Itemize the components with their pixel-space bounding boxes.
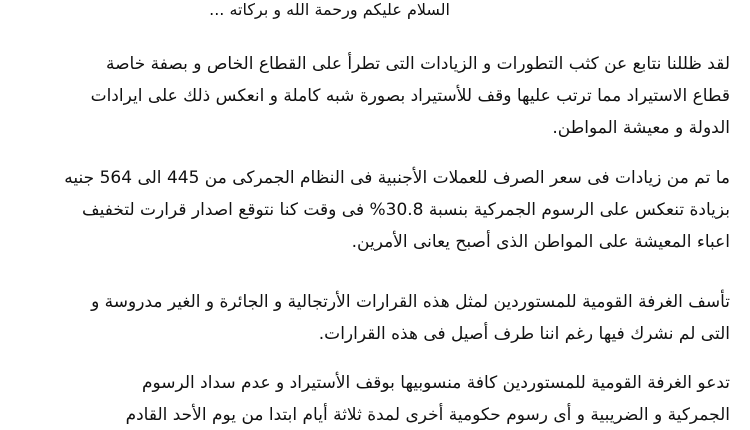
paragraph-2-line-2: بزيادة تنعكس على الرسوم الجمركية بنسبة 30.8% فى وقت كنا نتوقع اصدار قرارت لتخفيف	[82, 200, 730, 220]
paragraph-4-line-1: تدعو الغرفة القومية للمستوردين كافة منسوبيها بوقف الأستيراد و عدم سداد الرسوم	[141, 373, 730, 393]
paragraph-3-line-2: التى لم نشرك فيها رغم اننا طرف أصيل فى هذه القرارات.	[318, 324, 730, 344]
paragraph-1-line-3: الدولة و معيشة المواطن.	[552, 118, 730, 138]
paragraph-1-line-1: لقد ظللنا نتابع عن كثب التطورات و الزيادات التى تطرأ على القطاع الخاص و بصفة خاصة	[105, 54, 730, 74]
paragraph-3	[20, 286, 730, 350]
paragraph-3-line-1: تأسف الغرفة القومية للمستوردين لمثل هذه القرارات الأرتجالية و الجائرة و الغير مدروسة و	[91, 292, 730, 312]
paragraph-2-line-3: اعباء المعيشة على المواطن الذى أصبح يعانى الأمرين.	[351, 232, 730, 252]
greeting-text: السلام عليكم ورحمة الله و بركاته ...	[209, 0, 450, 19]
paragraph-1	[20, 48, 730, 144]
paragraph-4-line-2: الجمركية و الضريبية و أى رسوم حكومية أخرى لمدة ثلاثة أيام ابتدا من يوم الأحد القادم	[125, 405, 730, 425]
paragraph-1-line-2: قطاع الاستيراد مما ترتب عليها وقف للأستيراد بصورة شبه كاملة و انعكس ذلك على ايرادات	[90, 86, 730, 106]
paragraph-4	[20, 367, 730, 430]
paragraph-2-line-1: ما تم من زيادات فى سعر الصرف للعملات الأجنبية فى النظام الجمركى من 445 الى 564 جنيه	[64, 168, 730, 188]
paragraph-2	[20, 162, 730, 258]
greeting-line	[30, 0, 450, 26]
